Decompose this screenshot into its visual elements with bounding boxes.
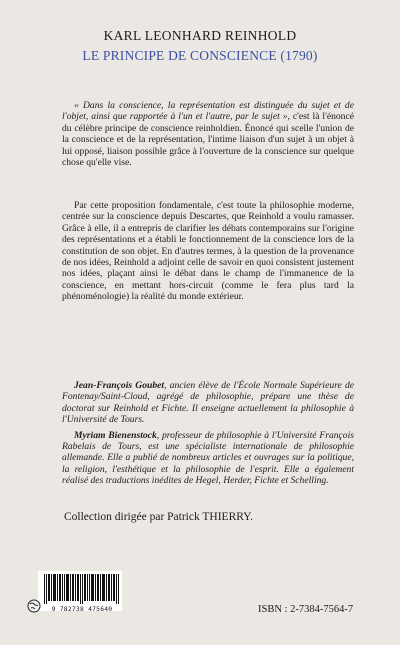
globe-logo-icon [27, 599, 41, 613]
principle-quote: « Dans la conscience, la représentation est distinguée du sujet et de l'objet, ainsi que rapportée à l'un et l'autre, par le sujet » [62, 100, 354, 123]
author-name: KARL LEONHARD REINHOLD [103, 28, 297, 43]
bio-bienenstock-name: Myriam Bienenstock [74, 429, 157, 441]
bio-goubet-text: , ancien élève de l'École Normale Supérieure de Fontenay/Saint-Cloud, agrégé de philosophie, prépare une thèse de doctorat sur Reinhold et Fichte. Il enseigne actuellement la philosophie à l'Université de Tours. [62, 380, 355, 426]
bio-bienenstock-text: , professeur de philosophie à l'Université François Rabelais de Tours, est une spécialiste internationale de philosophie allemande. Elle a publié de nombreux articles et ouvrages sur la politique, la religion, l'esthétique et la philosophie de l'esprit. Elle a également réalisé des traductions inédites de Hegel, Herder, Fichte et Schelling. [62, 429, 354, 487]
isbn: ISBN : 2-7384-7564-7 [258, 604, 354, 615]
bio-goubet [62, 380, 354, 426]
summary-paragraph-1-text: , c'est là l'énoncé du célèbre principe de conscience reinholdien. Énoncé qui scelle l'union de la conscience et de la représentation, l'intime liaison d'un sujet à un objet à lui opposé, liaison possible grâce à l'ouverture de la conscience sur quelque chose qu'elle vise. [62, 111, 354, 169]
author-bios [62, 380, 354, 491]
barcode-number: 9 782738 475640 [51, 605, 113, 613]
summary-paragraph-2: Par cette proposition fondamentale, c'est toute la philosophie moderne, centrée sur la conscience depuis Descartes, que Reinhold a voulu ramasser. Grâce à elle, il a entrepris de clarifier les débats contemporains sur l'origine des représentations et a établi le fonctionnement de la conscience lors de la constitution de son objet. En d'autres termes, à la question de la provenance de nos idées, Reinhold a adjoint celle de savoir en quoi consistent justement nos idées, plaçant ainsi le débat dans le champ de l'immanence de la conscience, en mettant hors-circuit (comme le fera plus tard la phénoménologie) la réalité du monde extérieur. [62, 200, 354, 303]
bio-bienenstock [62, 430, 354, 487]
bio-goubet-name: Jean-François Goubet [74, 380, 165, 391]
book-title: LE PRINCIPE DE CONSCIENCE (1790) [82, 48, 318, 63]
barcode-icon [44, 574, 120, 604]
summary-paragraph-1 [62, 100, 354, 168]
collection-editor: Collection dirigée par Patrick THIERRY. [64, 511, 253, 523]
